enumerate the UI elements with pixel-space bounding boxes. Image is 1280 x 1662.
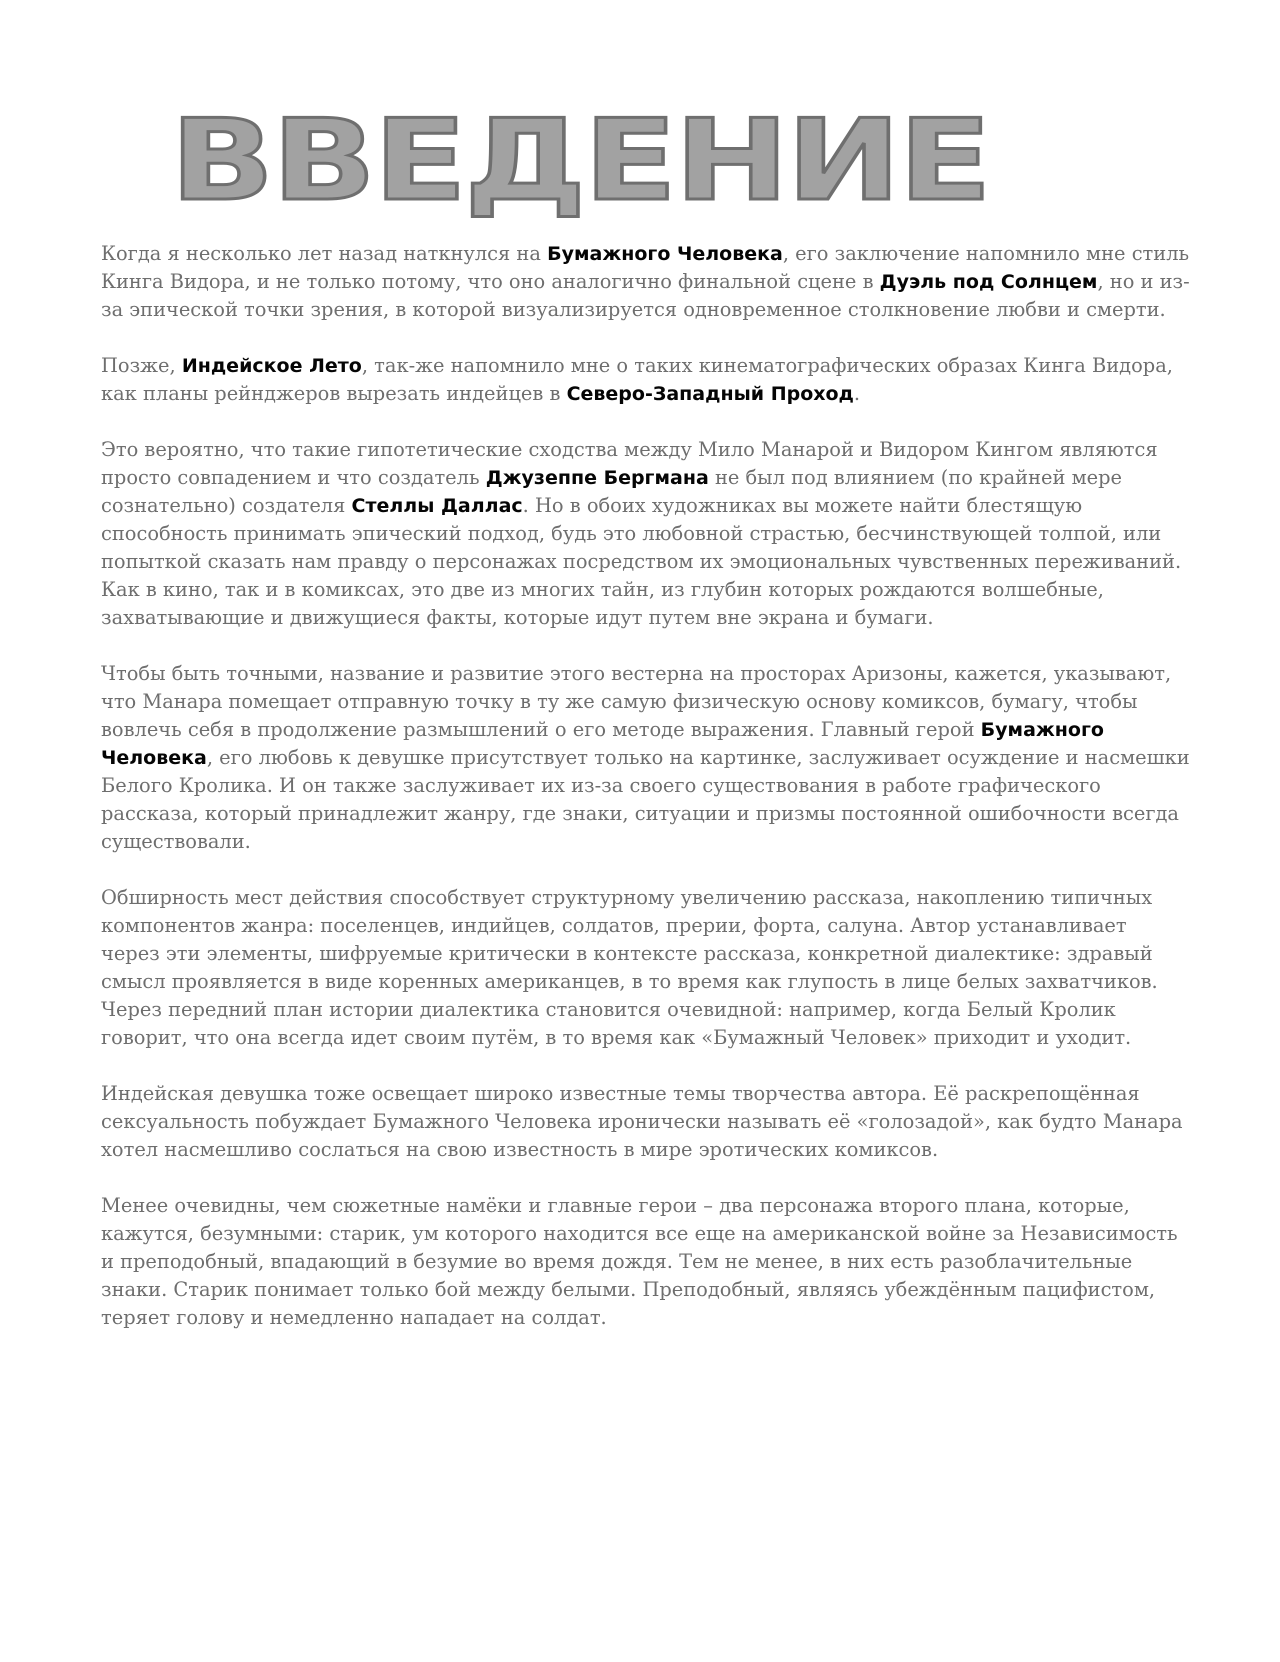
paragraph-text: Позже, xyxy=(101,354,182,377)
paragraph-text: . xyxy=(853,382,861,405)
paragraph-text: , его заключение напомнило мне стиль Кинга Видора, и не только потому, что оно аналогично финальной сцене в xyxy=(101,242,1190,293)
title-reference: Стеллы Даллас xyxy=(351,495,523,517)
paragraph-text: Обширность мест действия способствует структурному увеличению рассказа, накоплению типичных компонентов жанра: поселенцев, индийцев, солдатов, прерии, форта, салуна. Автор устанавливает через эти элементы, шифруемые критически в контексте рассказа, конкретной диалектике: здравый смысл проявляется в виде коренных американцев, в то время как глупость в лице белых захватчиков. Через передний план истории диалектика становится очевидной: например, когда Белый Кролик говорит, что она всегда идет своим путём, в то время как «Бумажный Человек» приходит и уходит. xyxy=(101,886,1158,1049)
title-reference: Джузеппе Бергмана xyxy=(485,467,709,489)
title-reference: Северо-Западный Проход xyxy=(566,383,854,405)
article-body xyxy=(101,240,1191,1360)
title-reference: Бумажного Человека xyxy=(547,243,783,265)
paragraph xyxy=(101,352,1191,408)
paragraph-text: Чтобы быть точными, название и развитие этого вестерна на просторах Аризоны, кажется, указывают, что Манара помещает отправную точку в ту же самую физическую основу комиксов, бумагу, чтобы вовлечь себя в продолжение размышлений о его методе выражения. Главный герой xyxy=(101,662,1172,741)
paragraph-text: Менее очевидны, чем сюжетные намёки и главные герои – два персонажа второго плана, которые, кажутся, безумными: старик, ум которого находится все еще на американской войне за Независимость и преподобный, впадающий в безумие во время дождя. Тем не менее, в них есть разоблачительные знаки. Старик понимает только бой между белыми. Преподобный, являясь убеждённым пацифистом, теряет голову и немедленно нападает на солдат. xyxy=(101,1194,1178,1329)
paragraph xyxy=(101,1080,1191,1164)
paragraph-text: , но и из-за эпической точки зрения, в которой визуализируется одновременное столкновение любви и смерти. xyxy=(101,270,1190,321)
paragraph-text: не был под влиянием (по крайней мере сознательно) создателя xyxy=(101,466,1123,517)
paragraph xyxy=(101,884,1191,1052)
page-title: ВВЕДЕНИЕ xyxy=(170,96,990,226)
title-reference: Дуэль под Солнцем xyxy=(879,271,1098,293)
title-block xyxy=(0,96,1220,226)
paragraph-text: Это вероятно, что такие гипотетические сходства между Мило Манарой и Видором Кингом являются просто совпадением и что создатель xyxy=(101,438,1158,489)
paragraph-text: . Но в обоих художниках вы можете найти блестящую способность принимать эпический подход, будь это любовной страстью, бесчинствующей толпой, или попыткой сказать нам правду о персонажах посредством их эмоциональных чувственных переживаний. Как в кино, так и в комиксах, это две из многих тайн, из глубин которых рождаются волшебные, захватывающие и движущиеся факты, которые идут путем вне экрана и бумаги. xyxy=(101,494,1182,629)
paragraph-text: Индейская девушка тоже освещает широко известные темы творчества автора. Её раскрепощённая сексуальность побуждает Бумажного Человека иронически называть её «голозадой», как будто Манара хотел насмешливо сослаться на свою известность в мире эротических комиксов. xyxy=(101,1082,1183,1161)
paragraph xyxy=(101,240,1191,324)
paragraph-text: , его любовь к девушке присутствует только на картинке, заслуживает осуждение и насмешки Белого Кролика. И он также заслуживает их из-за своего существования в работе графического рассказа, который принадлежит жанру, где знаки, ситуации и призмы постоянной ошибочности всегда существовали. xyxy=(101,746,1190,853)
paragraph xyxy=(101,436,1191,632)
paragraph-text: Когда я несколько лет назад наткнулся на xyxy=(101,242,548,265)
title-reference: Бумажного Человека xyxy=(101,719,1104,769)
paragraph-text: , так-же напомнило мне о таких кинематографических образах Кинга Видора, как планы рейнджеров вырезать индейцев в xyxy=(101,354,1173,405)
paragraph xyxy=(101,660,1191,856)
paragraph xyxy=(101,1192,1191,1332)
title-reference: Индейское Лето xyxy=(181,355,362,377)
